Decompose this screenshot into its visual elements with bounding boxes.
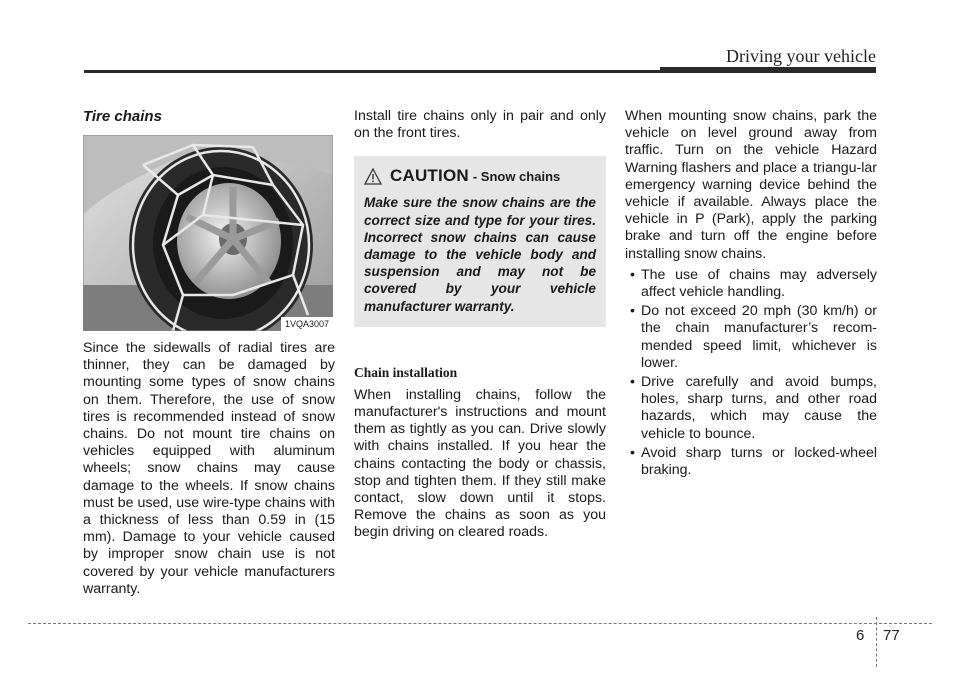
- caution-header: [364, 166, 596, 186]
- chapter-number: 6: [856, 627, 865, 644]
- warning-triangle-icon: [364, 168, 382, 185]
- column-2: [354, 108, 606, 542]
- mounting-paragraph: When mounting snow chains, park the vehicle on level ground away from traffic. Turn on the vehicle Hazard Warning flashers and place a triangu-lar emergency warning device behind the vehicle if available. Always place the vehicle in P (Park), apply the parking brake and turn off the engine before installing snow chains.: [625, 108, 877, 262]
- chain-installation-heading: Chain installation: [354, 364, 458, 380]
- footer-divider: [876, 617, 877, 667]
- page-header-title: Driving your vehicle: [726, 46, 876, 66]
- caution-text: Make sure the snow chains are the correct size and type for your tires. Incorrect snow chains can cause damage to the vehicle body and suspension and may not be covered by your vehicle manufacturer warranty.: [364, 195, 596, 314]
- list-item: • Avoid sharp turns or locked-wheel braking.: [625, 445, 877, 479]
- page-number: 77: [883, 627, 900, 644]
- image-reference-code: 1VQA3007: [281, 317, 333, 331]
- caution-word: CAUTION: [390, 166, 469, 186]
- section-heading-tire-chains: Tire chains: [83, 108, 162, 125]
- caution-box: [354, 156, 606, 326]
- footer-rule: [28, 623, 932, 624]
- column-1: [83, 108, 335, 598]
- install-intro-paragraph: Install tire chains only in pair and only on the front tires.: [354, 108, 606, 142]
- list-item: • Do not exceed 20 mph (30 km/h) or the chain manufacturer’s recom-mended speed limit, whichever is lower.: [625, 303, 877, 372]
- list-item: • Drive carefully and avoid bumps, holes, sharp turns, and other road hazards, which may cause the vehicle to bounce.: [625, 374, 877, 443]
- header-rule-accent: [660, 67, 876, 73]
- precautions-list: [625, 267, 877, 479]
- tire-chain-photo: [83, 135, 333, 331]
- chain-installation-paragraph: When installing chains, follow the manufacturer's instructions and mount them as tightly as you can. Drive slowly with chains installed. If you hear the chains contacting the body or chassis, stop and tighten them. If they still make contact, slow down until it stops. Remove the chains as soon as you begin driving on cleared roads.: [354, 386, 606, 541]
- tire-chains-paragraph: Since the sidewalls of radial tires are thinner, they can be damaged by mounting some types of snow chains on them. Therefore, the use of snow tires is recommended instead of snow chains. Do not mount tire chains on vehicles equipped with aluminum wheels; snow chains may cause damage to the wheels. If snow chains must be used, use wire-type chains with a thickness of less than 0.59 in (15 mm). Damage to your vehicle caused by improper snow chain use is not covered by your vehicle manufacturers warranty.: [83, 340, 335, 597]
- caution-subtitle: - Snow chains: [472, 168, 561, 184]
- list-item: • The use of chains may adversely affect vehicle handling.: [625, 267, 877, 301]
- column-3: [625, 108, 877, 481]
